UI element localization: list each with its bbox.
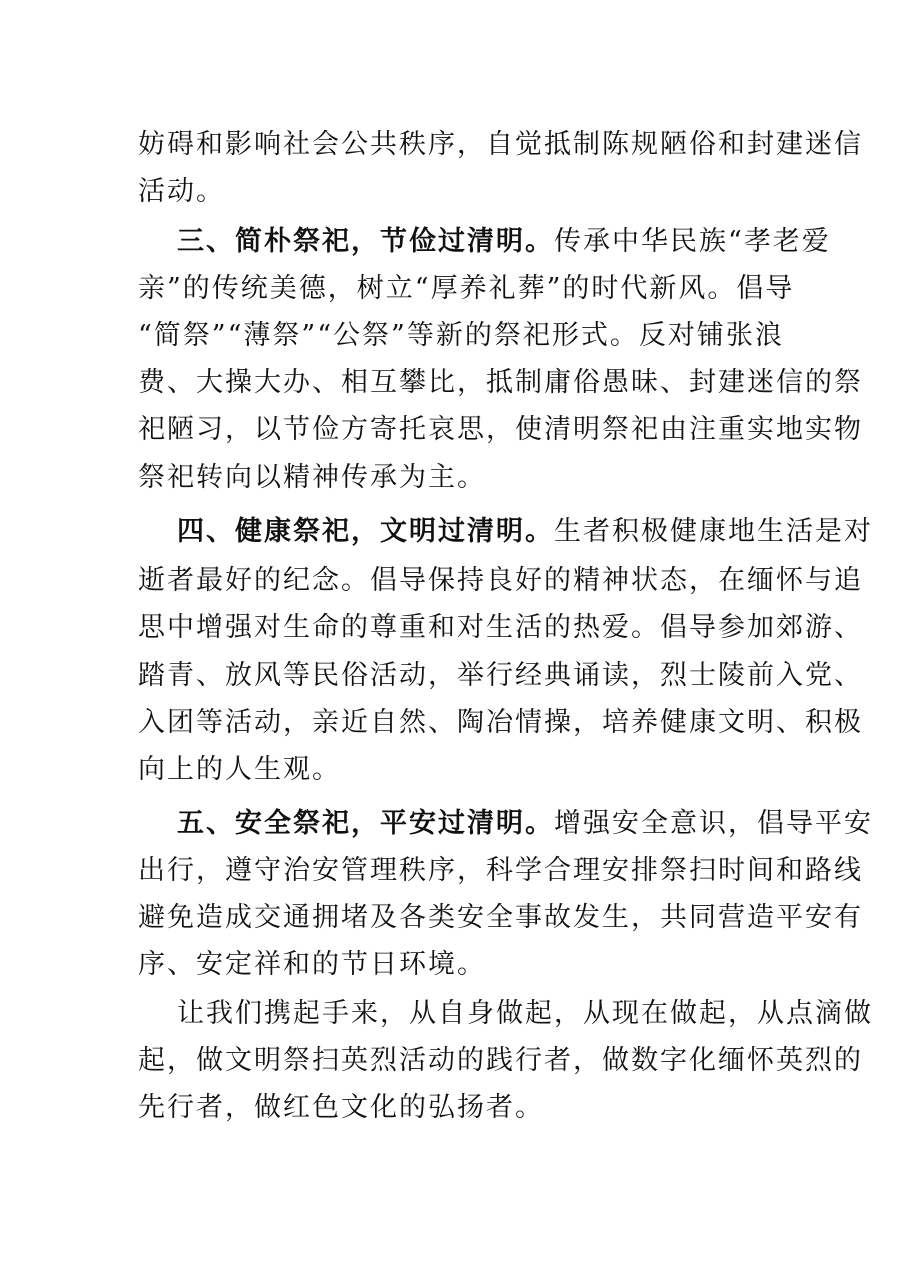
text-line: 避免造成交通拥堵及各类安全事故发生，共同营造平安有 (138, 902, 863, 933)
text-line: 思中增强对生命的尊重和对生活的热爱。倡导参加郊游、 (138, 612, 863, 643)
text-line: 逝者最好的纪念。倡导保持良好的精神状态，在缅怀与追 (138, 565, 863, 596)
text-line: 向上的人生观。 (138, 754, 341, 785)
text-line: “简祭”“薄祭”“公祭”等新的祭祀形式。反对铺张浪 (138, 320, 784, 351)
text-line: 妨碍和影响社会公共秩序，自觉抵制陈规陋俗和封建迷信 (138, 129, 863, 160)
section-five-heading: 五、安全祭祀，平安过清明。 (177, 808, 554, 839)
text-line: 费、大操大办、相互攀比，抵制庸俗愚昧、封建迷信的祭 (138, 367, 863, 398)
closing-line: 让我们携起手来，从自身做起，从现在做起，从点滴做 (177, 998, 873, 1029)
section-four-line (177, 512, 873, 552)
text-line: 活动。 (138, 176, 225, 207)
text-line: 踏青、放风等民俗活动，举行经典诵读，烈士陵前入党、 (138, 660, 863, 691)
text-line: 祀陋习，以节俭方寄托哀思，使清明祭祀由注重实地实物 (138, 414, 863, 445)
text-line: 增强安全意识，倡导平安 (554, 808, 873, 839)
section-five-line (177, 804, 873, 844)
text-line: 序、安定祥和的节日环境。 (138, 949, 486, 980)
section-three-line (177, 222, 831, 262)
text-line: 传承中华民族“孝老爱 (554, 226, 831, 257)
text-line: 亲”的传统美德，树立“厚养礼葬”的时代新风。倡导 (138, 273, 795, 304)
section-four-heading: 四、健康祭祀，文明过清明。 (177, 516, 554, 547)
text-line: 出行，遵守治安管理秩序，科学合理安排祭扫时间和路线 (138, 855, 863, 886)
text-line: 起，做文明祭扫英烈活动的践行者，做数字化缅怀英烈的 (138, 1045, 863, 1076)
text-line: 先行者，做红色文化的弘扬者。 (138, 1092, 544, 1123)
text-line: 入团等活动，亲近自然、陶冶情操，培养健康文明、积极 (138, 707, 863, 738)
text-line: 祭祀转向以精神传承为主。 (138, 462, 486, 493)
section-three-heading: 三、简朴祭祀，节俭过清明。 (177, 226, 554, 257)
text-line: 生者积极健康地生活是对 (554, 516, 873, 547)
